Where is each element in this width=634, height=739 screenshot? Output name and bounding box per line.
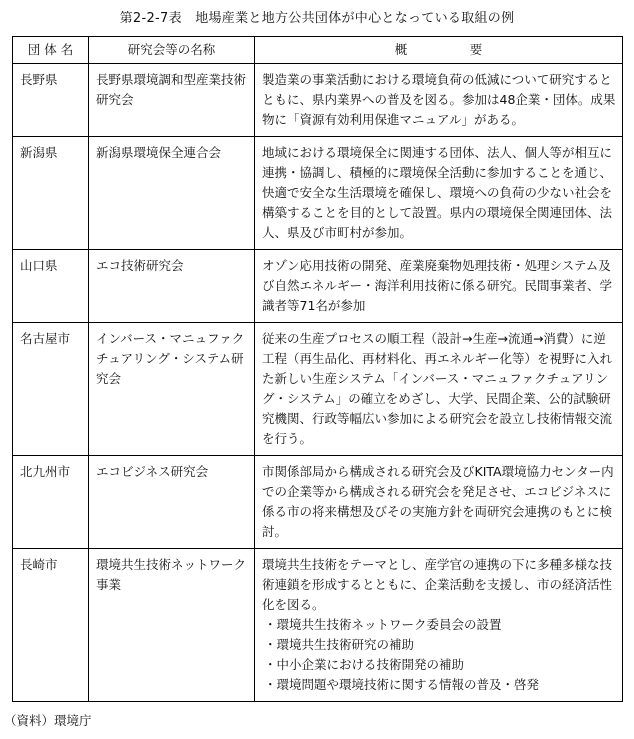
table-row [13, 456, 623, 549]
bullet-item: ・環境問題や環境技術に関する情報の普及・啓発 [264, 677, 540, 692]
table-row [13, 549, 623, 702]
org-cell: 長崎市 [13, 549, 89, 702]
summary-cell: 従来の生産プロセスの順工程（設計→生産→流通→消費）に逆工程（再生品化、再材料化、再エネルギー化等）を視野に入れた新しい生産システム「インバース・マニュファクチュアリング・システム」の確立をめざし、大学、民間企業、公的試験研究機関、行政等幅広い参加による研究会を設立し技術情報交流を行う。 [255, 323, 623, 456]
summary-cell: オゾン応用技術の開発、産業廃棄物処理技術・処理システム及び自然エネルギー・海洋利用技術に係る研究。民間事業者、学識者等71名が参加 [255, 250, 623, 323]
summary-cell: 地域における環境保全に関連する団体、法人、個人等が相互に連携・協調し、積極的に環境保全活動に参加することを通じ、快適で安全な生活環境を確保し、環境への負荷の少ない社会を構築することを目的として設置。県内の環境保全関連団体、法人、県及び市町村が参加。 [255, 137, 623, 250]
table-row [13, 250, 623, 323]
name-cell: エコ技術研究会 [89, 250, 255, 323]
name-cell: インバース・マニュファクチュアリング・システム研究会 [89, 323, 255, 456]
summary-text: 環境共生技術をテーマとし、産学官の連携の下に多種多様な技術連鎖を形成するとともに、企業活動を支援し、市の経済活性化を図る。 [262, 557, 613, 612]
name-cell: 長野県環境調和型産業技術研究会 [89, 64, 255, 137]
header-org: 団 体 名 [13, 37, 89, 64]
summary-cell: 市関係部局から構成される研究会及びKITA環境協力センター内での企業等から構成される研究会を発足させ、エコビジネスに係る市の将来構想及びその実施方針を両研究会連携のもとに検討。 [255, 456, 623, 549]
org-cell: 山口県 [13, 250, 89, 323]
bullet-item: ・環境共生技術研究の補助 [264, 637, 415, 652]
org-cell: 北九州市 [13, 456, 89, 549]
name-cell: 環境共生技術ネットワーク事業 [89, 549, 255, 702]
name-cell: 新潟県環境保全連合会 [89, 137, 255, 250]
summary-cell [255, 549, 623, 702]
table-title: 第2-2-7表 地場産業と地方公共団体が中心となっている取組の例 [119, 11, 515, 26]
org-cell: 長野県 [13, 64, 89, 137]
initiatives-table [12, 36, 623, 702]
table-row [13, 64, 623, 137]
header-row [13, 37, 623, 64]
org-cell: 新潟県 [13, 137, 89, 250]
summary-cell: 製造業の事業活動における環境負荷の低減について研究するとともに、県内業界への普及を図る。参加は48企業・団体。成果物に「資源有効利用保進マニュアル」がある。 [255, 64, 623, 137]
bullet-item: ・環境共生技術ネットワーク委員会の設置 [264, 617, 502, 632]
source-note: （資料）環境庁 [4, 713, 92, 728]
table-row [13, 137, 623, 250]
table-row [13, 323, 623, 456]
org-cell: 名古屋市 [13, 323, 89, 456]
header-name: 研究会等の名称 [89, 37, 255, 64]
header-summary: 概 要 [255, 37, 623, 64]
name-cell: エコビジネス研究会 [89, 456, 255, 549]
bullet-item: ・中小企業における技術開発の補助 [264, 657, 465, 672]
